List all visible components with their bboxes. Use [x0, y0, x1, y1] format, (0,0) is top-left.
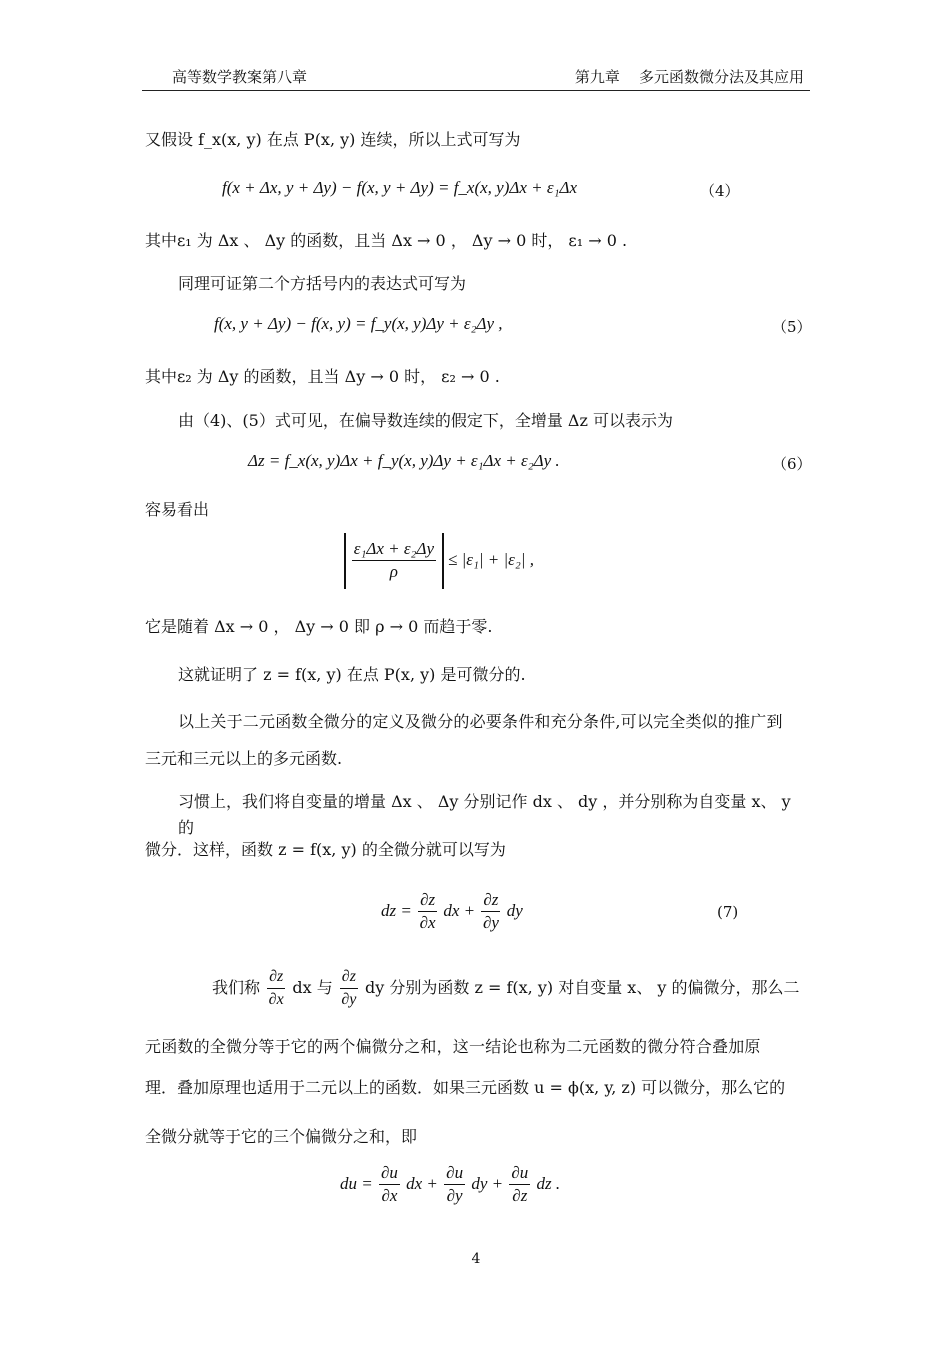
p9a-text: 以上关于二元函数全微分的定义及微分的必要条件和充分条件,可以完全类似的推广到 [178, 712, 783, 731]
p3-text: 同理可证第二个方括号内的表达式可写为 [178, 274, 467, 293]
du-lhs: du = [340, 1173, 373, 1193]
eq7-dx: dx + [443, 900, 476, 920]
paragraph-3 [178, 271, 810, 297]
p9b-text: 三元和三元以上的多元函数. [145, 749, 343, 768]
paragraph-10-line-1 [178, 789, 810, 841]
eq7-frac-y [481, 890, 500, 934]
du-frac-x [379, 1163, 400, 1207]
inequality-rhs: ≤ |ε₁| + |ε₂| , [448, 549, 534, 569]
p10b-text: 微分．这样，函数 z = f(x, y) 的全微分就可以写为 [145, 840, 506, 859]
du-dz: dz . [536, 1173, 561, 1193]
du-frac-x-num: ∂u [379, 1163, 400, 1185]
page-number: 4 [471, 1251, 481, 1267]
p11-frac-x [267, 967, 285, 1011]
paragraph-7 [145, 614, 810, 640]
p7-text: 它是随着 Δx → 0 ， Δy → 0 即 ρ → 0 而趋于零. [145, 617, 493, 636]
eq7-frac-x [418, 890, 437, 934]
du-frac-z [509, 1163, 530, 1207]
inequality-numerator: ε₁Δx + ε₂Δy [352, 539, 436, 561]
equation-7-number: (7) [717, 903, 739, 921]
p11-frac-x-den: ∂x [268, 990, 284, 1008]
p1-text: 又假设 f_x(x, y) 在点 P(x, y) 连续，所以上式可写为 [145, 130, 521, 149]
p11b-text: 元函数的全微分等于它的两个偏微分之和，这一结论也称为二元函数的微分符合叠加原 [145, 1037, 761, 1056]
p8-text: 这就证明了 z = f(x, y) 在点 P(x, y) 是可微分的. [178, 665, 526, 684]
paragraph-4 [145, 364, 810, 390]
p11-frac-y [340, 967, 358, 1011]
abs-bar-right [442, 533, 444, 589]
du-dx: dx + [406, 1173, 438, 1193]
du-frac-y [444, 1163, 465, 1207]
paragraph-10-line-2 [145, 837, 810, 863]
eq7-frac-x-num: ∂z [418, 890, 437, 912]
eq7-lhs: dz = [381, 900, 412, 920]
eq7-frac-x-den: ∂x [419, 913, 436, 932]
equation-5-number: （5） [772, 318, 812, 336]
eq7-frac-y-den: ∂y [482, 913, 499, 932]
equation-4-number: （4） [700, 182, 740, 200]
p11-frac-x-num: ∂z [267, 967, 285, 989]
equation-du [340, 1163, 560, 1207]
p11a-mid1: dx 与 [292, 978, 333, 997]
paragraph-9-line-1 [178, 709, 810, 735]
abs-bar-left [344, 533, 346, 589]
equation-7 [381, 890, 523, 934]
p11c-text: 理．叠加原理也适用于二元以上的函数．如果三元函数 u = ϕ(x, y, z) 可以微分，那么它的 [145, 1078, 786, 1097]
equation-4: f(x + Δx, y + Δy) − f(x, y + Δy) = f_x(x, y)Δx + ε₁Δx [222, 178, 578, 197]
paragraph-9-line-2 [145, 746, 810, 772]
header-right: 第九章 多元函数微分法及其应用 [574, 68, 804, 86]
p11a-mid2: dy 分别为函数 z = f(x, y) 对自变量 x、 y 的偏微分，那么二 [365, 978, 800, 997]
paragraph-6 [145, 497, 810, 523]
p4-text: 其中ε₂ 为 Δy 的函数，且当 Δy → 0 时， ε₂ → 0 . [145, 367, 500, 386]
du-frac-x-den: ∂x [381, 1186, 398, 1205]
header-left: 高等数学教案第八章 [172, 68, 308, 86]
paragraph-2 [145, 228, 810, 254]
inequality-denominator: ρ [389, 562, 398, 581]
inequality [344, 533, 534, 591]
du-frac-z-num: ∂u [509, 1163, 530, 1185]
inequality-fraction [352, 539, 436, 583]
paragraph-5 [178, 408, 810, 434]
p11-frac-y-den: ∂y [341, 990, 357, 1008]
p6-text: 容易看出 [145, 500, 210, 519]
equation-5: f(x, y + Δy) − f(x, y) = f_y(x, y)Δy + ε₂Δy , [214, 314, 503, 333]
paragraph-11-line-1 [212, 966, 810, 1011]
paragraph-8 [178, 662, 810, 688]
p5-text: 由（4)、(5）式可见，在偏导数连续的假定下，全增量 Δz 可以表示为 [178, 411, 674, 430]
eq7-frac-y-num: ∂z [481, 890, 500, 912]
p11d-text: 全微分就等于它的三个偏微分之和，即 [145, 1127, 418, 1146]
eq7-dy: dy [506, 900, 523, 920]
paragraph-11-line-2 [145, 1034, 810, 1060]
p10a-text: 习惯上，我们将自变量的增量 Δx 、 Δy 分别记作 dx 、 dy ，并分别称为自变量 x、 y 的 [178, 792, 791, 837]
paragraph-11-line-4 [145, 1124, 810, 1150]
du-dy: dy + [471, 1173, 504, 1193]
paragraph-11-line-3 [145, 1075, 810, 1101]
p11a-pre: 我们称 [212, 978, 261, 997]
du-frac-y-num: ∂u [444, 1163, 465, 1185]
du-frac-y-den: ∂y [446, 1186, 463, 1205]
equation-6: Δz = f_x(x, y)Δx + f_y(x, y)Δy + ε₁Δx + ε₂Δy . [248, 451, 560, 470]
p11-frac-y-num: ∂z [340, 967, 358, 989]
p2-text: 其中ε₁ 为 Δx 、 Δy 的函数，且当 Δx → 0 ， Δy → 0 时， ε₁ → 0 . [145, 231, 628, 250]
du-frac-z-den: ∂z [512, 1186, 528, 1205]
equation-6-number: （6） [772, 455, 812, 473]
running-header [142, 62, 810, 91]
paragraph-1 [145, 127, 810, 153]
